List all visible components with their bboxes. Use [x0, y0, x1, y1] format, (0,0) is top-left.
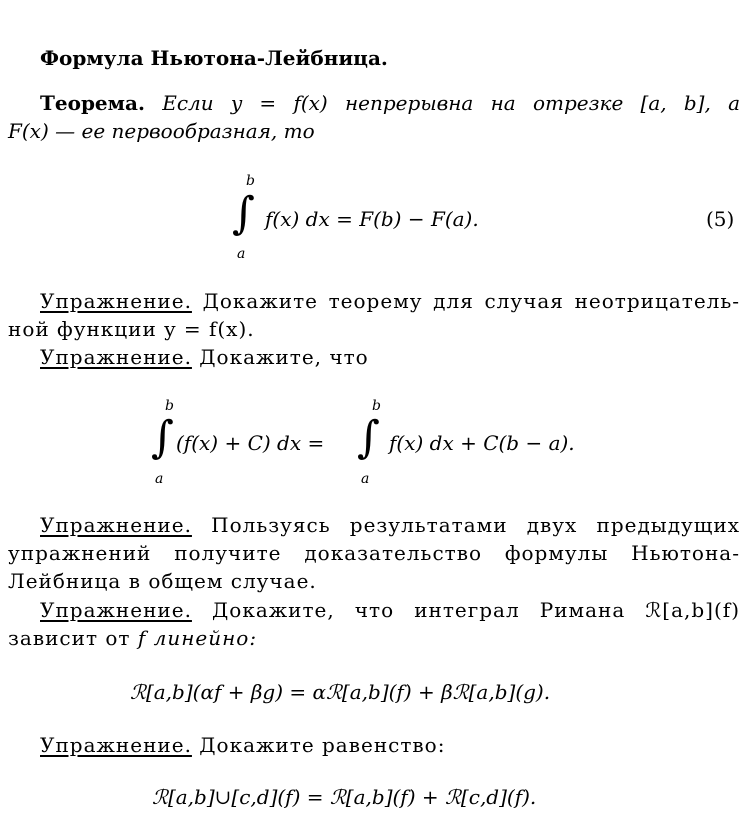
exercise-4-line-1 — [40, 597, 740, 623]
exercise-4-text-1: Докажите, что интеграл Римана ℛ[a,b](f) — [212, 598, 740, 622]
exercise-label: Упражнение. — [40, 513, 192, 537]
exercise-1-line-2: ной функции y = f(x). — [8, 317, 255, 341]
integral-upper-limit: b — [372, 398, 381, 414]
section-title: Формула Ньютона-Лейбница. — [40, 46, 388, 70]
exercise-1-text-1: Докажите теорему для случая неотрицатель- — [202, 289, 741, 313]
exercise-4-text-2: зависит от — [8, 626, 131, 650]
theorem-line-2: F(x) — ее первообразная, то — [8, 119, 315, 143]
theorem-line-1 — [40, 90, 740, 116]
exercise-label: Упражнение. — [40, 345, 192, 369]
integral-upper-limit: b — [246, 173, 255, 189]
exercise-4-line-2 — [8, 625, 738, 651]
exercise-2-text: Докажите, что — [199, 345, 369, 369]
equation-number: (5) — [706, 207, 735, 231]
formula-2-right: f(x) dx + C(b − a). — [389, 431, 575, 455]
integral-lower-limit: a — [237, 246, 246, 262]
formula-additivity: ℛ[a,b]∪[c,d](f) = ℛ[a,b](f) + ℛ[c,d](f). — [152, 785, 537, 809]
exercise-label: Упражнение. — [40, 733, 192, 757]
integral-sign: ∫ — [357, 412, 380, 463]
integral-lower-limit: a — [361, 471, 370, 487]
exercise-2-line — [40, 344, 738, 370]
exercise-label: Упражнение. — [40, 598, 192, 622]
integral-upper-limit: b — [165, 398, 174, 414]
exercise-label: Упражнение. — [40, 289, 192, 313]
exercise-5-text: Докажите равенство: — [199, 733, 446, 757]
exercise-3-line-2: упражнений получите доказательство формулы Ньютона- — [8, 541, 740, 565]
integral-sign: ∫ — [151, 412, 174, 463]
integral-lower-limit: a — [155, 471, 164, 487]
theorem-label: Теорема. — [40, 91, 145, 115]
exercise-4-linear: линейно: — [153, 626, 258, 650]
formula-linearity: ℛ[a,b](αf + βg) = αℛ[a,b](f) + βℛ[a,b](g). — [130, 680, 551, 704]
exercise-3-text-1: Пользуясь результатами двух предыдущих — [211, 513, 740, 537]
exercise-5-line — [40, 732, 738, 758]
formula-5-body: f(x) dx = F(b) − F(a). — [265, 207, 479, 231]
integral-sign: ∫ — [232, 188, 255, 239]
theorem-text-1: Если y = f(x) непрерывна на отрезке [a, b], а — [162, 91, 740, 115]
exercise-4-f: f — [137, 626, 147, 650]
exercise-1-line-1 — [40, 288, 740, 314]
exercise-3-line-3: Лейбница в общем случае. — [8, 569, 317, 593]
formula-2-left: (f(x) + C) dx = — [176, 431, 325, 455]
exercise-3-line-1 — [40, 512, 740, 538]
